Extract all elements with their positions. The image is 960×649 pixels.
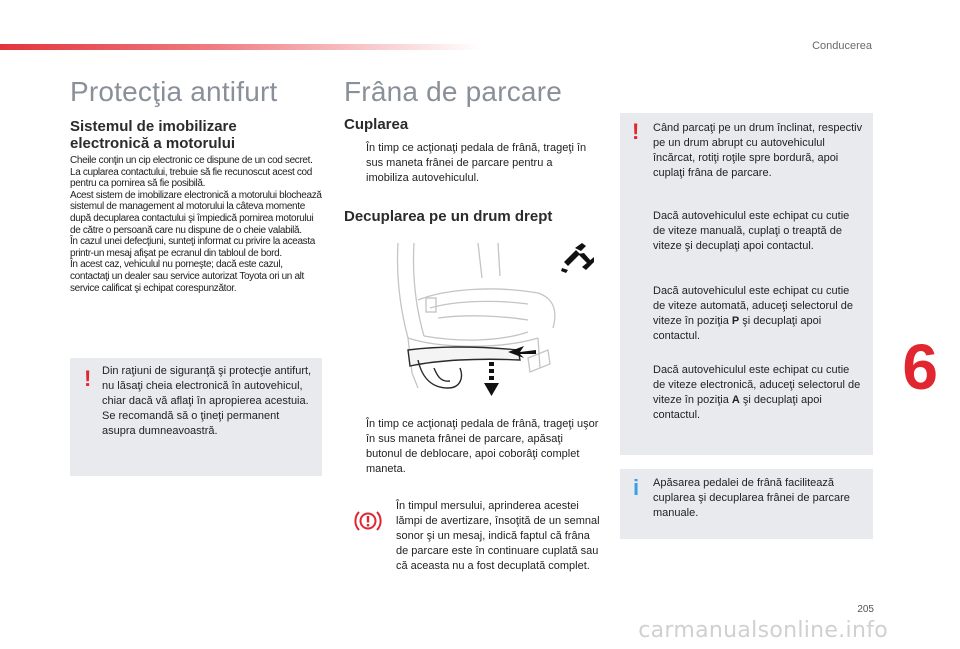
page-title-parking-brake: Frâna de parcare [344,76,562,107]
release-instruction: În timp ce acţionaţi pedala de frână, trageţi uşor în sus maneta frânei de parcare, apăsaţi butonul de deblocare, apoi coborâţi complet maneta. [366,418,599,475]
paragraph: Cheile conţin un cip electronic ce dispune de un cod secret. La cuplarea contactului, trebuie să fie recunoscut acest cod pentru ca pornirea să fie posibilă. [70,155,313,190]
paragraph: În cazul unei defecţiuni, sunteţi informat cu privire la aceasta printr-un mesaj afişat pe ecranul din tabloul de bord. [70,236,315,259]
engage-instruction: În timp ce acţionaţi pedala de frână, trageţi în sus maneta frânei de parcare pentru a imobiliza autovehiculul. [366,142,587,184]
text-part: Dacă autovehiculul este echipat cu cutie de viteze automată, aduceţi selectorul de viteze în poziţia [653,285,853,327]
info-icon: i [633,475,640,500]
warning-box-parking [620,113,873,455]
paragraph: Acest sistem de imobilizare electronică a motorului blochează sistemul de management al motorului la câteva momente după decuplarea contactului şi împiedică pornirea motorului de către o persoană care nu dispune de o cheie valabilă. [70,189,322,236]
info-box-brake [620,469,873,539]
parking-brake-illustration [378,238,568,400]
warning-text-automatic [653,284,863,344]
text-part: şi decuplaţi apoi contactul. [653,394,822,421]
watermark: carmanualsonline.info [638,618,888,643]
brake-warning-icon [353,508,383,534]
page-number: 205 [857,604,874,615]
gear-p: P [731,315,740,327]
warning-icon: ! [632,119,640,144]
warning-icon: ! [84,366,92,391]
section-title: Conducerea [812,40,872,52]
page-title-antitheft: Protecţia antifurt [70,76,278,107]
warning-box-key [70,358,322,476]
text-part: Dacă autovehiculul este echipat cu cutie de viteze electronică, aduceţi selectorul de viteze în poziţia [653,364,861,406]
header-accent-bar [0,44,480,50]
warning-text-manual: Dacă autovehiculul este echipat cu cutie de viteze manuală, cuplaţi o treaptă de viteze şi decuplaţi apoi contactul. [653,210,850,252]
warning-text-slope: Când parcaţi pe un drum înclinat, respectiv pe un drum abrupt cu autovehiculul încărcat, rotiţi roţile spre bordură, apoi cuplaţi frâna de parcare. [653,122,863,179]
gear-a: A [731,394,740,406]
subtitle-immobiliser: Sistemul de imobilizare electronică a motorului [70,118,237,152]
immobiliser-description [70,155,322,294]
warning-text-electronic [653,363,863,423]
brake-warning-text: În timpul mersului, aprinderea acestei lămpi de avertizare, însoţită de un semnal sonor şi un mesaj, indică faptul că frâna de parcare este în continuare cuplată sau că aceasta nu a fost decuplată complet. [396,500,600,572]
subtitle-release-flat: Decuplarea pe un drum drept [344,208,553,225]
warning-text-key: Din raţiuni de siguranţă şi protecţie antifurt, nu lăsaţi cheia electronică în autovehicul, chiar dacă vă aflaţi în apropierea acestuia. Se recomandă să o ţineţi permanent asupra dumneavoastră. [102,365,312,437]
paragraph: În acest caz, vehiculul nu porneşte; dacă este cazul, contactaţi un dealer sau service autorizat Toyota ori un alt service calificat şi echipat corespunzător. [70,259,304,294]
subtitle-engage: Cuplarea [344,116,409,133]
text-part: şi decuplaţi apoi contactul. [653,315,822,342]
info-text-brake: Apăsarea pedalei de frână facilitează cuplarea şi decuplarea frânei de parcare manuale. [653,477,850,519]
chapter-number: 6 [902,331,938,403]
